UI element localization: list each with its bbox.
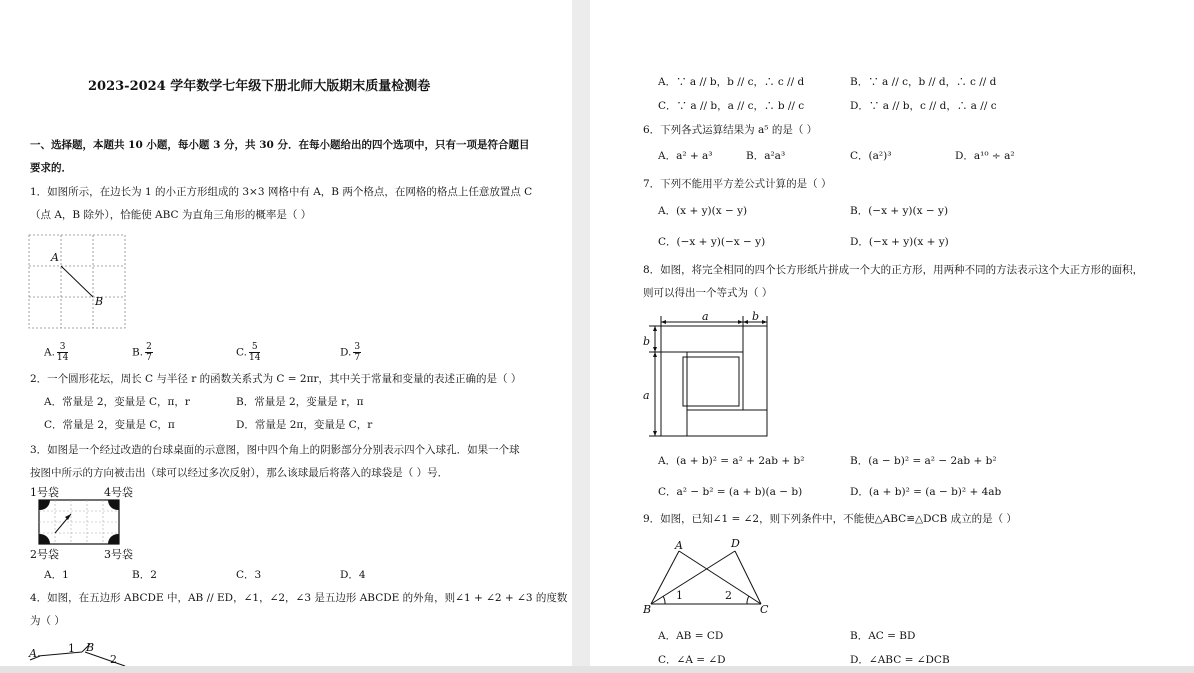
q6-stem: 6．下列各式运算结果为 a⁵ 的是（ ） — [643, 124, 818, 136]
q9-option-a: A．AB = CD — [658, 630, 724, 642]
q4-angle-2: 2 — [110, 653, 117, 666]
q7-option-a: A．(x + y)(x − y) — [658, 205, 748, 217]
pocket-4-label: 4号袋 — [104, 486, 133, 499]
q3-option-b: B．2 — [132, 569, 157, 581]
q9-option-d: D．∠ABC = ∠DCB — [850, 654, 950, 666]
q9-label-c: C — [760, 603, 769, 616]
q8-label-top-a: a — [702, 310, 709, 323]
q3-stem-cont: 按图中所示的方向被击出（球可以经过多次反射），那么该球最后将落入的球袋是（ ）号． — [30, 467, 449, 479]
q3-option-a: A．1 — [44, 569, 69, 581]
q7-option-c: C．(−x + y)(−x − y) — [658, 236, 766, 248]
q4-label-a: A — [29, 647, 37, 660]
q9-option-c: C．∠A = ∠D — [658, 654, 726, 666]
q9-label-d: D — [731, 537, 740, 550]
q1-label-a: A — [51, 251, 59, 264]
q1-option-a: A. $\frac{3}{14}$ — [44, 342, 69, 363]
q9-label-b: B — [643, 603, 652, 616]
page-title: 2023-2024 学年数学七年级下册北师大版期末质量检测卷 — [88, 79, 431, 94]
q1-option-b: B. $\frac{2}{7}$ — [132, 342, 152, 363]
q1-label-b: B — [95, 295, 104, 308]
q9-label-a: A — [675, 539, 683, 552]
q8-option-d: D．(a + b)² = (a − b)² + 4ab — [850, 486, 1002, 498]
q8-option-b: B．(a − b)² = a² − 2ab + b² — [850, 455, 997, 467]
q1-grid-figure — [28, 234, 128, 329]
q8-label-top-b: b — [752, 310, 760, 323]
q4-label-b: B — [86, 641, 95, 654]
pocket-2-label: 2号袋 — [30, 548, 59, 561]
q3-billiard-table — [38, 499, 120, 545]
q2-stem: 2．一个圆形花坛，周长 C 与半径 r 的函数关系式为 C = 2πr，其中关于常量和变量的表述正确的是（ ） — [30, 373, 522, 385]
q6-option-c: C．(a²)³ — [850, 150, 892, 162]
document-page-2 — [590, 0, 1194, 673]
q5-option-c: C．∵ a // b，a // c，∴ b // c — [658, 100, 805, 112]
q1-stem: 1．如图所示，在边长为 1 的小正方形组成的 3×3 网格中有 A，B 两个格点，在网格的格点上任意放置点 C — [30, 186, 533, 198]
pocket-3-label: 3号袋 — [104, 548, 133, 561]
q5-option-b: B．∵ a // c，b // d，∴ c // d — [850, 76, 997, 88]
section-1-header: 一、选择题，本题共 10 小题，每小题 3 分，共 30 分．在每小题给出的四个选项中，只有一项是符合题目 — [30, 139, 530, 151]
section-1-header-cont: 要求的． — [30, 162, 72, 174]
q1-stem-cont: （点 A，B 除外），恰能使 ABC 为直角三角形的概率是（ ） — [30, 209, 312, 221]
q9-angle-2: 2 — [725, 589, 732, 602]
q8-label-left-a: a — [643, 389, 650, 402]
q8-label-left-b: b — [643, 335, 651, 348]
q4-stem: 4．如图，在五边形 ABCDE 中，AB // ED，∠1，∠2，∠3 是五边形 ABCDE 的外角，则∠1 + ∠2 + ∠3 的度数 — [30, 592, 568, 604]
q4-stem-cont: 为（ ） — [30, 615, 65, 627]
q4-angle-1: 1 — [68, 642, 75, 655]
q1-option-c: C. $\frac{5}{14}$ — [236, 342, 261, 363]
q9-option-b: B．AC = BD — [850, 630, 916, 642]
q8-stem: 8．如图，将完全相同的四个长方形纸片拼成一个大的正方形，用两种不同的方法表示这个大正方形的面积， — [643, 264, 1144, 276]
q8-option-a: A．(a + b)² = a² + 2ab + b² — [658, 455, 805, 467]
q1-option-d: D. $\frac{3}{7}$ — [340, 342, 361, 363]
q2-option-a: A．常量是 2，变量是 C，π，r — [44, 396, 190, 408]
q5-option-d: D．∵ a // b，c // d，∴ a // c — [850, 100, 997, 112]
q6-option-b: B．a²a³ — [746, 150, 786, 162]
q8-stem-cont: 则可以得出一个等式为（ ） — [643, 287, 773, 299]
q9-angle-1: 1 — [676, 589, 683, 602]
q9-stem: 9．如图，已知∠1 = ∠2，则下列条件中，不能使△ABC≌△DCB 成立的是（ ） — [643, 513, 1017, 525]
q2-option-d: D．常量是 2π，变量是 C，r — [236, 419, 373, 431]
q8-option-c: C．a² − b² = (a + b)(a − b) — [658, 486, 803, 498]
q7-option-b: B．(−x + y)(x − y) — [850, 205, 949, 217]
q9-triangles-figure — [645, 543, 775, 613]
q2-option-b: B．常量是 2，变量是 r，π — [236, 396, 364, 408]
viewer-bottom-toolbar[interactable] — [0, 666, 1194, 673]
q3-option-c: C．3 — [236, 569, 262, 581]
pocket-1-label: 1号袋 — [30, 486, 59, 499]
q3-option-d: D．4 — [340, 569, 366, 581]
q5-option-a: A．∵ a // b，b // c，∴ c // d — [658, 76, 805, 88]
q7-stem: 7．下列不能用平方差公式计算的是（ ） — [643, 178, 832, 190]
q6-option-a: A．a² + a³ — [658, 150, 713, 162]
q6-option-d: D．a¹⁰ ÷ a² — [955, 150, 1015, 162]
q2-option-c: C．常量是 2，变量是 C，π — [44, 419, 175, 431]
q7-option-d: D．(−x + y)(x + y) — [850, 236, 949, 248]
q3-stem: 3．如图是一个经过改造的台球桌面的示意图，图中四个角上的阴影部分分别表示四个入球孔．如果一个球 — [30, 444, 520, 456]
document-page-1 — [0, 0, 572, 673]
q8-square-figure — [645, 310, 775, 440]
